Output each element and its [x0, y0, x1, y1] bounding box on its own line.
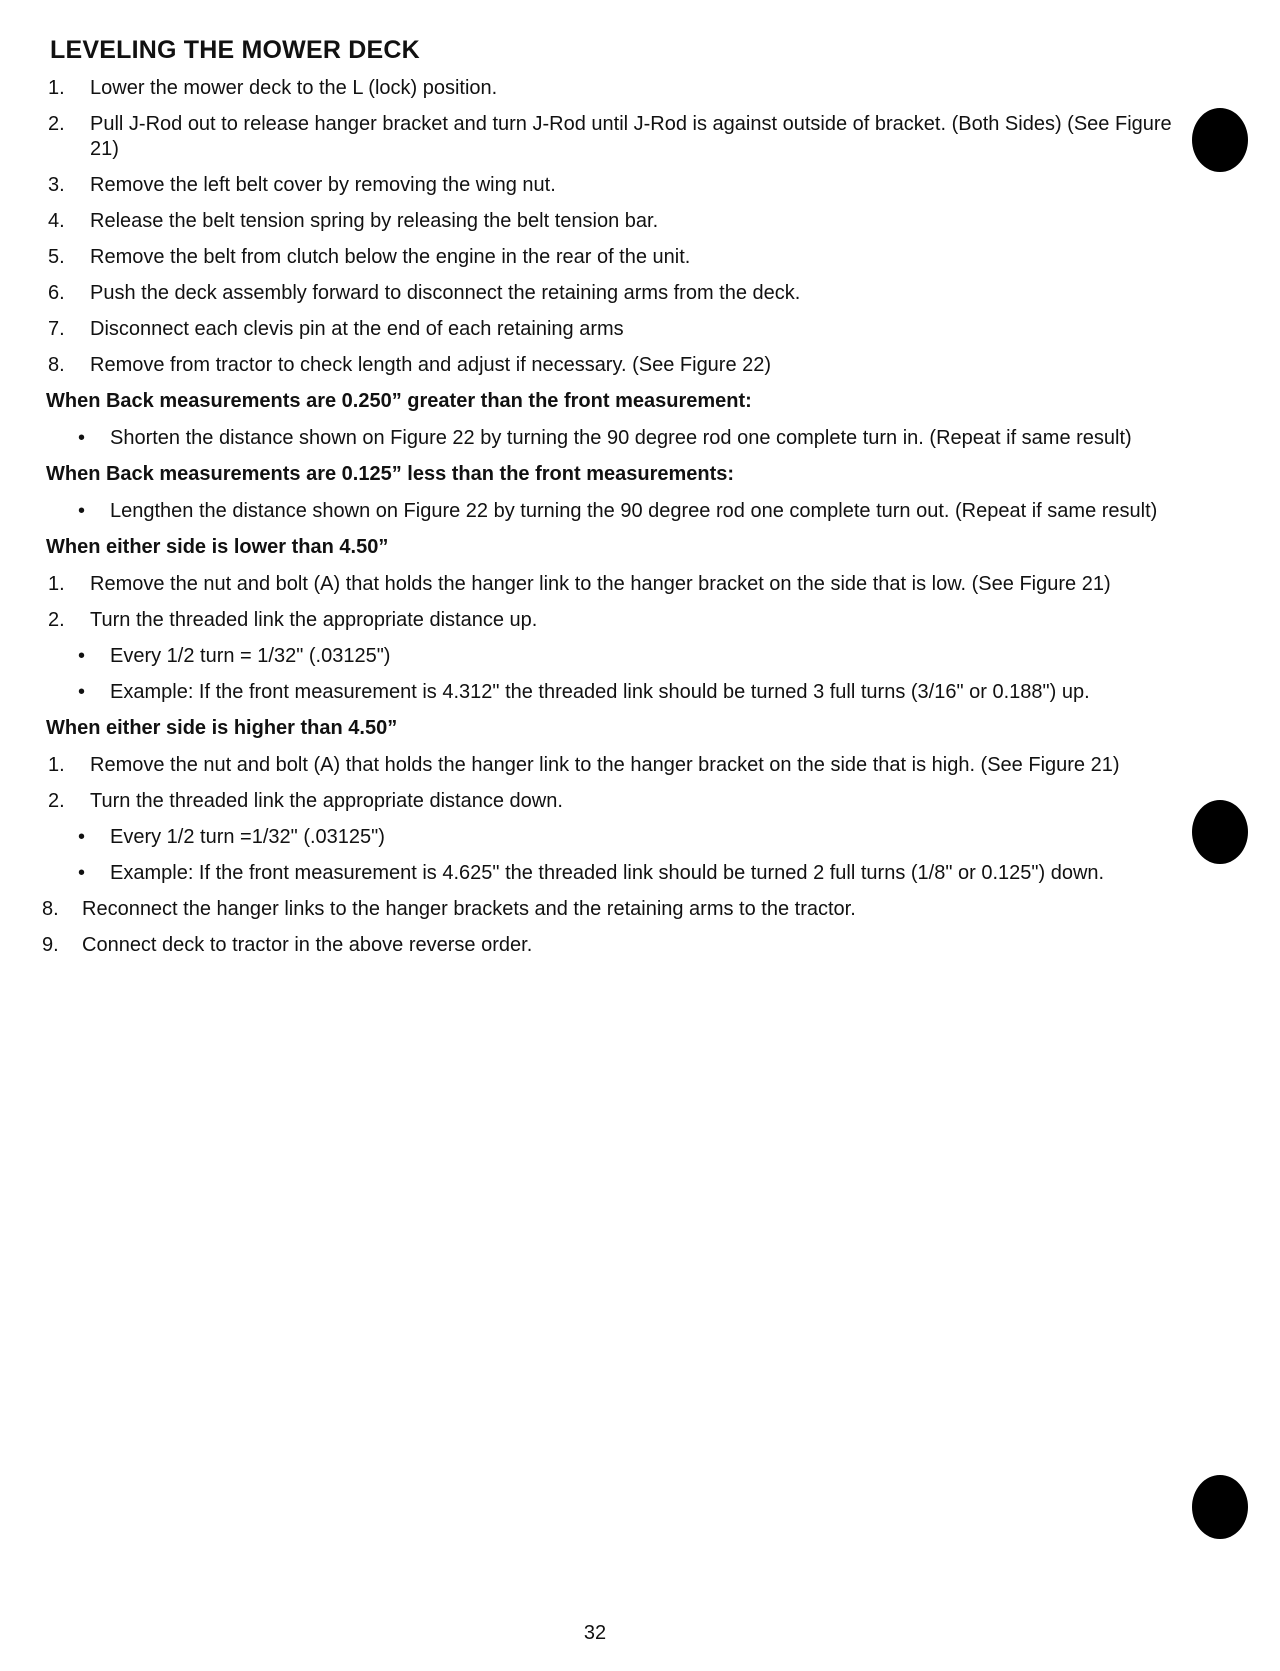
- bullet-glyph: •: [78, 645, 86, 667]
- bullet-text: Lengthen the distance shown on Figure 22 by turning the 90 degree rod one complete turn out. (Repeat if same result): [110, 500, 1158, 522]
- step-number: 3.: [48, 174, 65, 196]
- step-text: Remove from tractor to check length and adjust if necessary. (See Figure 22): [90, 354, 772, 376]
- step-number: 1.: [48, 77, 65, 99]
- step-item: [42, 897, 1172, 922]
- page-number: 32: [583, 1622, 607, 1644]
- section-heading-back-greater: When Back measurements are 0.250” greater than the front measurement:: [46, 390, 752, 412]
- bullet-item: [42, 426, 1172, 451]
- step-text: Reconnect the hanger links to the hanger brackets and the retaining arms to the tractor.: [82, 898, 856, 920]
- step-item: [42, 112, 1172, 162]
- bullet-text: Shorten the distance shown on Figure 22 by turning the 90 degree rod one complete turn in. (Repeat if same result): [110, 427, 1132, 449]
- step-text: Remove the nut and bolt (A) that holds the hanger link to the hanger bracket on the side that is low. (See Figure 21): [90, 573, 1111, 595]
- step-item: [42, 245, 1172, 270]
- binder-hole-middle: [1192, 800, 1248, 864]
- step-text: Lower the mower deck to the L (lock) position.: [90, 77, 498, 99]
- binder-hole-bottom: [1192, 1475, 1248, 1539]
- step-text: Connect deck to tractor in the above reverse order.: [82, 934, 533, 956]
- bullet-item: [42, 680, 1172, 705]
- step-number: 9.: [42, 934, 59, 956]
- step-item: [42, 209, 1172, 234]
- step-number: 2.: [48, 113, 65, 135]
- step-item: [42, 353, 1172, 378]
- binder-hole-top: [1192, 108, 1248, 172]
- step-item: [42, 608, 1172, 633]
- bullet-text: Example: If the front measurement is 4.312" the threaded link should be turned 3 full turns (3/16" or 0.188") up.: [110, 681, 1090, 703]
- step-text: Remove the left belt cover by removing the wing nut.: [90, 174, 556, 196]
- step-number: 8.: [48, 354, 65, 376]
- section-heading-higher: When either side is higher than 4.50”: [46, 717, 398, 739]
- bullet-item: [42, 499, 1172, 524]
- step-text: Remove the nut and bolt (A) that holds the hanger link to the hanger bracket on the side that is high. (See Figure 21): [90, 754, 1120, 776]
- bullet-text: Example: If the front measurement is 4.625" the threaded link should be turned 2 full turns (1/8" or 0.125") down.: [110, 862, 1105, 884]
- step-number: 2.: [48, 790, 65, 812]
- bullet-glyph: •: [78, 427, 86, 449]
- step-item: [42, 317, 1172, 342]
- step-text: Remove the belt from clutch below the engine in the rear of the unit.: [90, 246, 691, 268]
- bullet-item: [42, 644, 1172, 669]
- step-number: 5.: [48, 246, 65, 268]
- step-item: [42, 281, 1172, 306]
- step-number: 1.: [48, 754, 65, 776]
- step-text: Pull J-Rod out to release hanger bracket and turn J-Rod until J-Rod is against outside of bracket. (Both Sides) (See Figure 21): [90, 113, 1172, 160]
- instructions: [42, 76, 1172, 969]
- step-text: Push the deck assembly forward to disconnect the retaining arms from the deck.: [90, 282, 801, 304]
- step-number: 8.: [42, 898, 59, 920]
- step-number: 2.: [48, 609, 65, 631]
- step-text: Disconnect each clevis pin at the end of each retaining arms: [90, 318, 624, 340]
- step-item: [42, 76, 1172, 101]
- step-number: 7.: [48, 318, 65, 340]
- step-text: Turn the threaded link the appropriate distance down.: [90, 790, 563, 812]
- step-number: 6.: [48, 282, 65, 304]
- page-title: LEVELING THE MOWER DECK: [50, 36, 420, 64]
- step-item: [42, 753, 1172, 778]
- bullet-text: Every 1/2 turn = 1/32" (.03125"): [110, 645, 391, 667]
- step-item: [42, 789, 1172, 814]
- step-number: 1.: [48, 573, 65, 595]
- step-item: [42, 173, 1172, 198]
- bullet-glyph: •: [78, 500, 86, 522]
- bullet-glyph: •: [78, 681, 86, 703]
- bullet-item: [42, 861, 1172, 886]
- bullet-item: [42, 825, 1172, 850]
- section-heading-back-less: When Back measurements are 0.125” less than the front measurements:: [46, 463, 735, 485]
- bullet-glyph: •: [78, 862, 86, 884]
- bullet-glyph: •: [78, 826, 86, 848]
- step-number: 4.: [48, 210, 65, 232]
- step-text: Turn the threaded link the appropriate distance up.: [90, 609, 538, 631]
- step-text: Release the belt tension spring by releasing the belt tension bar.: [90, 210, 659, 232]
- step-item: [42, 572, 1172, 597]
- step-item: [42, 933, 1172, 958]
- bullet-text: Every 1/2 turn =1/32" (.03125"): [110, 826, 385, 848]
- section-heading-lower: When either side is lower than 4.50”: [46, 536, 389, 558]
